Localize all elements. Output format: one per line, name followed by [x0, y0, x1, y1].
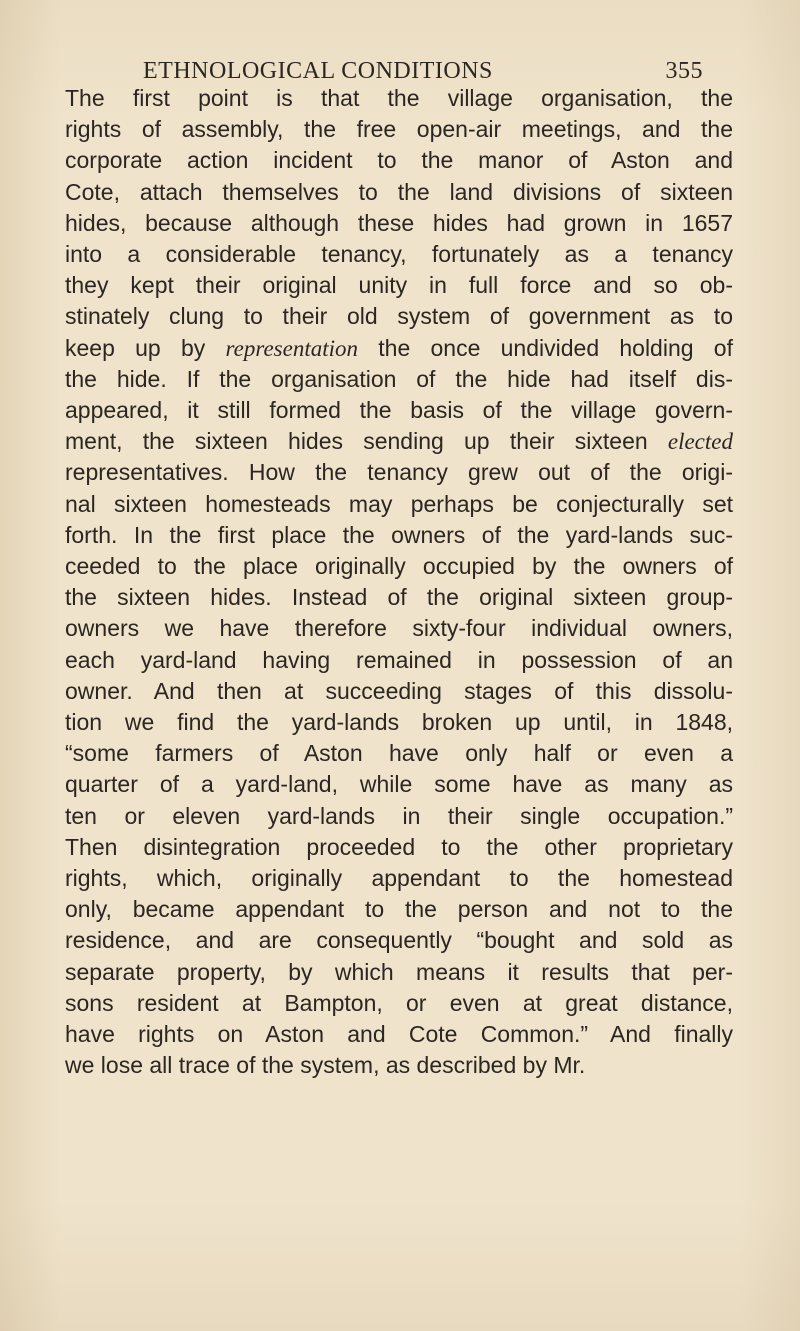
text-segment: separate property, by which means it results that per- [65, 958, 733, 985]
text-segment: rights of assembly, the free open-air meetings, and the [65, 116, 733, 143]
text-segment: quarter of a yard-land, while some have as many as [65, 771, 733, 798]
text-line [65, 239, 733, 270]
text-segment: rights, which, originally appendant to the homestead [65, 865, 733, 892]
text-segment: only, became appendant to the person and not to the [65, 896, 733, 923]
text-segment: sons resident at Bampton, or even at great distance, [65, 989, 733, 1016]
text-line [65, 582, 733, 613]
text-segment: they kept their original unity in full force and so ob- [65, 272, 733, 299]
text-line [65, 988, 733, 1019]
text-segment: forth. In the first place the owners of the yard-lands suc- [65, 521, 733, 548]
text-line [65, 769, 733, 800]
text-line [65, 333, 733, 364]
text-line [65, 208, 733, 239]
text-segment: each yard-land having remained in possession of an [65, 646, 733, 673]
text-line [65, 1019, 733, 1050]
text-segment: ten or eleven yard-lands in their single occupation.” [65, 802, 733, 829]
text-segment: the sixteen hides. Instead of the original sixteen group- [65, 584, 733, 611]
page-number: 355 [665, 58, 703, 84]
text-segment: ceeded to the place originally occupied by the owners of [65, 553, 733, 580]
text-segment: we lose all trace of the system, as described by Mr. [65, 1052, 586, 1079]
text-segment: ment, the sixteen hides sending up their sixteen [65, 428, 668, 455]
text-segment: the once undivided holding of [358, 334, 733, 361]
text-line [65, 83, 733, 114]
italic-text: elected [667, 429, 733, 455]
text-segment: appeared, it still formed the basis of the village govern- [65, 397, 733, 424]
text-segment: have rights on Aston and Cote Common.” And finally [65, 1021, 733, 1048]
text-line [65, 894, 733, 925]
text-segment: owner. And then at succeeding stages of this dissolu- [65, 677, 733, 704]
text-segment: The first point is that the village organisation, the [65, 85, 733, 111]
text-line [65, 801, 733, 832]
text-segment: residence, and are consequently “bought and sold as [65, 927, 733, 954]
text-segment: Cote, attach themselves to the land divisions of sixteen [65, 178, 733, 205]
text-line [65, 114, 733, 145]
text-line [65, 395, 733, 426]
text-segment: hides, because although these hides had grown in 1657 [65, 209, 733, 236]
text-segment: the hide. If the organisation of the hide had itself dis- [65, 365, 733, 392]
text-segment: into a considerable tenancy, fortunately as a tenancy [65, 241, 733, 268]
text-line [65, 551, 733, 582]
text-line [65, 707, 733, 738]
text-segment: corporate action incident to the manor of Aston and [65, 147, 733, 174]
text-segment: keep up by [65, 334, 226, 361]
text-line [65, 270, 733, 301]
text-line [65, 676, 733, 707]
text-line [65, 489, 733, 520]
text-line [65, 426, 733, 457]
text-line [65, 520, 733, 551]
text-line [65, 832, 733, 863]
text-segment: “some farmers of Aston have only half or even a [65, 740, 733, 767]
text-segment: Then disintegration proceeded to the other proprietary [65, 833, 733, 860]
text-line [65, 145, 733, 176]
text-line [65, 645, 733, 676]
text-line [65, 457, 733, 488]
text-line [65, 613, 733, 644]
text-segment: tion we find the yard-lands broken up until, in 1848, [65, 709, 733, 736]
italic-text: representation [225, 335, 358, 361]
text-line [65, 364, 733, 395]
text-line [65, 957, 733, 988]
text-line [65, 177, 733, 208]
text-segment: representatives. How the tenancy grew out of the origi- [65, 459, 733, 486]
text-line [65, 301, 733, 332]
text-line [65, 863, 733, 894]
text-line [65, 738, 733, 769]
text-segment: stinately clung to their old system of government as to [65, 303, 733, 330]
text-segment: owners we have therefore sixty-four individual owners, [65, 615, 733, 642]
text-line [65, 1050, 733, 1081]
text-line [65, 925, 733, 956]
text-segment: nal sixteen homesteads may perhaps be conjecturally set [65, 490, 733, 517]
running-head-title: ETHNOLOGICAL CONDITIONS [143, 58, 493, 84]
body-paragraph [65, 83, 733, 1082]
